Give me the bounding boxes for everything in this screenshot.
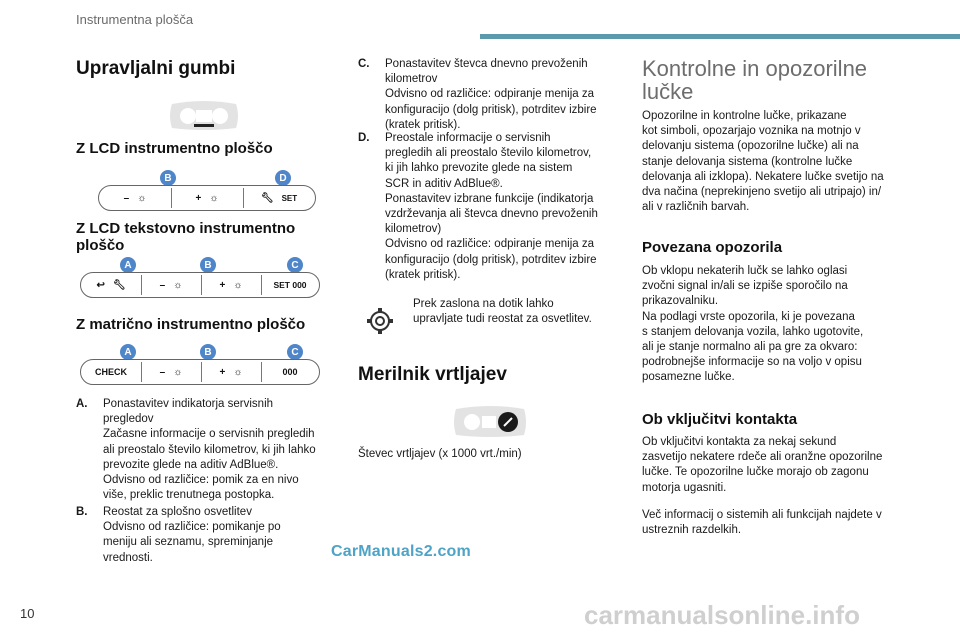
text-line: Na podlagi vrste opozorila, ki je povezana <box>642 310 855 323</box>
check-button[interactable] <box>81 360 141 384</box>
text-line: kilometrov <box>385 73 438 86</box>
text-line: ki jih lahko prevozite glede na sistem <box>385 162 573 175</box>
reset-button[interactable] <box>81 273 141 297</box>
badge-c: C <box>287 257 303 273</box>
text-line: kot simboli, opozarjajo voznika na motnjo v <box>642 125 861 138</box>
text-line: Ob vključitvi kontakta za nekaj sekund <box>642 436 837 448</box>
dimmer-plus-button[interactable] <box>201 273 261 297</box>
sun-icon: ☼ <box>233 366 243 378</box>
minus-label: – <box>159 366 166 378</box>
list-item-d <box>358 131 620 286</box>
text-line: Ponastavitev izbrane funkcije (indikatorja <box>385 192 594 205</box>
set-label: SET 000 <box>273 280 307 290</box>
text-line: Ponastavitev indikatorja servisnih <box>103 398 274 410</box>
lcd-control-panel <box>98 185 316 211</box>
text-line: pregledih ali preostalo število kilometrov, <box>385 147 592 160</box>
text-line: Več informacij o sistemih ali funkcijah najdete v <box>642 509 882 521</box>
text-line: meniju ali seznamu, spreminjanje <box>103 536 274 549</box>
ignition-text <box>642 435 912 496</box>
text-line: Opozorilne in kontrolne lučke, prikazane <box>642 110 847 122</box>
text-line: više, preklic trenutnega postopka. <box>103 489 275 502</box>
text-line: Reostat za splošno osvetlitev <box>103 506 252 518</box>
matrix-cluster-title: Z matrično instrumentno ploščo <box>76 316 306 333</box>
plus-label: + <box>219 366 226 378</box>
set-button[interactable] <box>261 273 319 297</box>
watermark-carmanuals2[interactable]: CarManuals2.com <box>331 543 471 560</box>
text-line: kilometrov) <box>385 223 442 236</box>
dimmer-minus-button[interactable] <box>99 186 171 210</box>
return-arrow-icon: ↩ <box>96 279 105 291</box>
list-key: C. <box>358 58 370 70</box>
text-line: upravljate tudi reostat za osvetlitev. <box>413 313 592 326</box>
gear-icon <box>365 306 395 336</box>
text-line: lučke. Te opozorilne lučke morajo ob zagonu <box>642 466 869 479</box>
dimmer-plus-button[interactable] <box>171 186 243 210</box>
text-line: podrobnejše informacije so na voljo v opisu <box>642 356 862 369</box>
tachometer-caption: Števec vrtljajev (x 1000 vrt./min) <box>358 448 522 460</box>
title-line: ploščo <box>76 237 125 254</box>
text-line: (kratek pritisk). <box>385 268 461 281</box>
text-line: Ponastavitev števca dnevno prevoženih <box>385 58 588 70</box>
header-accent-bar <box>480 34 960 39</box>
warning-lights-title <box>642 57 867 103</box>
list-body <box>385 57 597 133</box>
text-line: (kratek pritisk). <box>385 118 461 131</box>
badge-a: A <box>120 344 136 360</box>
list-item-b <box>76 505 326 570</box>
badge-c: C <box>287 344 303 360</box>
text-line: zvočni signal in/ali se izpiše sporočilo na <box>642 280 848 293</box>
list-item-c <box>358 57 620 137</box>
text-line: prikazovalniku. <box>642 295 719 308</box>
text-line: posamezne lučke. <box>642 371 735 384</box>
value-label: 000 <box>282 367 298 377</box>
plus-label: + <box>219 279 226 291</box>
plus-label: + <box>195 192 202 204</box>
tachometer-icon <box>450 405 530 439</box>
text-line: motorja ugasniti. <box>642 481 727 494</box>
list-item-a <box>76 397 326 507</box>
ignition-heading: Ob vključitvi kontakta <box>642 411 798 428</box>
badge-b: B <box>160 170 176 186</box>
lcd-cluster-title: Z LCD instrumentno ploščo <box>76 140 273 157</box>
list-key: D. <box>358 132 370 144</box>
watermark-carmanualsonline[interactable]: carmanualsonline.info <box>584 600 860 630</box>
text-line: Odvisno od različice: odpiranje menija za <box>385 238 595 251</box>
text-line: konfiguracijo (dolg pritisk), potrditev izbire <box>385 253 597 266</box>
title-line: Z LCD tekstovno instrumentno <box>76 220 296 237</box>
text-line: pregledov <box>103 413 154 426</box>
set-label: SET <box>281 193 298 203</box>
text-line: zasvetijo nekatere rdeče ali oranžne opozorilne <box>642 451 883 464</box>
check-label: CHECK <box>94 367 127 377</box>
text-line: Odvisno od različice: odpiranje menija za <box>385 88 595 101</box>
text-line: ustreznih razdelkih. <box>642 524 742 537</box>
lcd-text-control-panel <box>80 272 320 298</box>
title-line: lučke <box>642 79 694 104</box>
badge-d: D <box>275 170 291 186</box>
section-heading-controls: Upravljalni gumbi <box>76 58 236 79</box>
list-body <box>103 505 281 566</box>
dimmer-minus-button[interactable] <box>141 360 201 384</box>
section-heading-tachometer: Merilnik vrtljajev <box>358 364 507 385</box>
sun-icon: ☼ <box>209 192 219 204</box>
dimmer-plus-button[interactable] <box>201 360 261 384</box>
badge-b: B <box>200 257 216 273</box>
page-header-title: Instrumentna plošča <box>76 12 194 27</box>
list-key: A. <box>76 398 88 410</box>
more-info-text <box>642 508 912 538</box>
warning-lights-intro <box>642 109 912 215</box>
text-line: dva načina (neprekinjeno svetijo ali utripajo) in/ <box>642 186 882 199</box>
text-line: s stanjem delovanja vozila, lahko ugotovite, <box>642 325 864 338</box>
sun-icon: ☼ <box>173 366 183 378</box>
sun-icon: ☼ <box>233 279 243 291</box>
title-line: Kontrolne in opozorilne <box>642 56 868 81</box>
list-key: B. <box>76 506 88 518</box>
list-body <box>103 397 316 503</box>
text-line: Odvisno od različice: pomikanje po <box>103 521 281 534</box>
linked-warnings-text <box>642 264 912 386</box>
text-line: SCR in aditiv AdBlue®. <box>385 177 503 190</box>
text-line: Prek zaslona na dotik lahko <box>413 298 554 310</box>
text-line: ali v različnih barvah. <box>642 201 750 214</box>
text-line: ali je stanje normalno ali pa gre za okvaro: <box>642 341 858 354</box>
minus-label: – <box>159 279 166 291</box>
text-line: konfiguracijo (dolg pritisk), potrditev izbire <box>385 103 597 116</box>
text-line: ali preostalo število kilometrov, ki jih lahko <box>103 443 316 456</box>
list-body <box>385 131 598 283</box>
text-line: Odvisno od različice: pomik za en nivo <box>103 474 299 487</box>
wrench-icon: 🔧︎ <box>260 192 274 204</box>
set-button[interactable] <box>243 186 315 210</box>
text-line: Preostale informacije o servisnih <box>385 132 551 144</box>
wrench-icon: 🔧︎ <box>112 279 126 291</box>
tip-text <box>413 297 623 327</box>
text-line: delovanja ali izklopa). Nekatere lučke svetijo na <box>642 170 884 183</box>
text-line: delovanju sistema (opozorilne lučke) ali na <box>642 140 859 153</box>
text-line: Ob vklopu nekaterih lučk se lahko oglasi <box>642 265 848 277</box>
linked-warnings-heading: Povezana opozorila <box>642 239 783 256</box>
sun-icon: ☼ <box>173 279 183 291</box>
text-line: vrednosti. <box>103 551 153 564</box>
value-button[interactable] <box>261 360 319 384</box>
text-line: Začasne informacije o servisnih pregledih <box>103 428 315 441</box>
text-line: vzdrževanja ali števca dnevno prevoženih <box>385 208 598 221</box>
text-line: stanje delovanja sistema (kontrolne lučke <box>642 155 853 168</box>
badge-b: B <box>200 344 216 360</box>
text-line: prevozite glede na aditiv AdBlue®. <box>103 458 279 471</box>
lcd-text-cluster-title <box>76 220 295 254</box>
page-number: 10 <box>20 606 35 621</box>
matrix-control-panel <box>80 359 320 385</box>
dimmer-minus-button[interactable] <box>141 273 201 297</box>
sun-icon: ☼ <box>137 192 147 204</box>
badge-a: A <box>120 257 136 273</box>
instrument-cluster-icon <box>166 100 242 132</box>
minus-label: – <box>123 192 130 204</box>
